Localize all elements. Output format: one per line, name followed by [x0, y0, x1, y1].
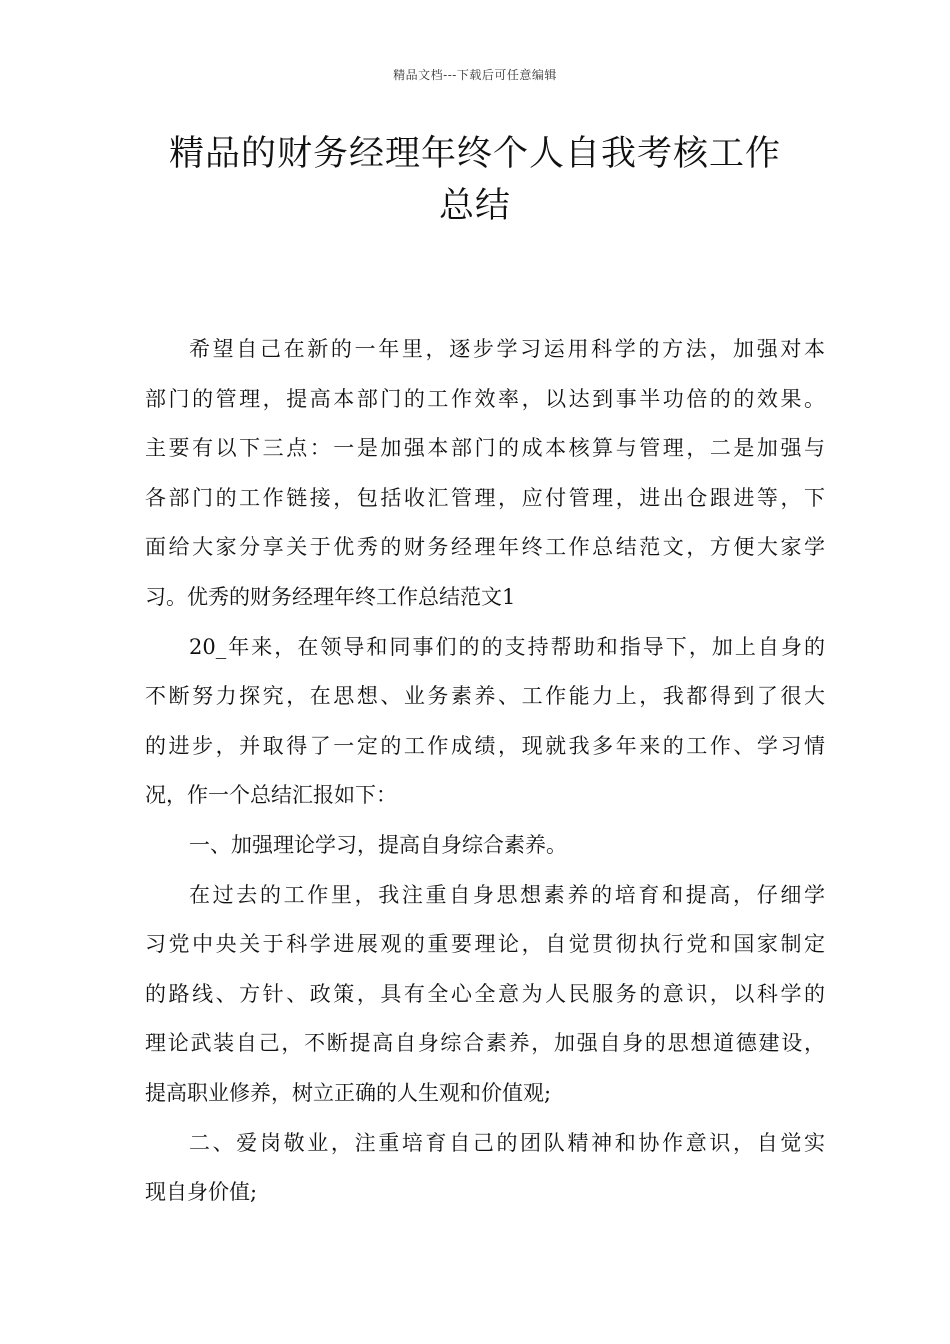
body-line: 现自身价值; [145, 1180, 258, 1205]
title-line-1: 精品的财务经理年终个人自我考核工作 [168, 134, 781, 174]
body-line: 习。优秀的财务经理年终工作总结范文1 [145, 584, 516, 609]
body-line: 各部门的工作链接，包括收汇管理，应付管理，进出仓跟进等，下 [145, 485, 825, 510]
body-line: 的进步，并取得了一定的工作成绩，现就我多年来的工作、学习情 [145, 733, 825, 758]
title-line-2: 总结 [438, 186, 511, 226]
body-line: 部门的管理，提高本部门的工作效率，以达到事半功倍的的效果。 [145, 386, 825, 411]
body-line: 希望自己在新的一年里，逐步学习运用科学的方法，加强对本 [189, 337, 825, 361]
section-heading: 一、加强理论学习，提高自身综合素养。 [189, 832, 567, 857]
body-line: 面给大家分享关于优秀的财务经理年终工作总结范文，方便大家学 [145, 535, 825, 560]
body-line: 二、爱岗敬业，注重培育自己的团队精神和协作意识，自觉实 [189, 1130, 825, 1155]
document-body [145, 325, 825, 1218]
body-line: 况，作一个总结汇报如下： [145, 783, 397, 808]
body-line: 不断努力探究，在思想、业务素养、工作能力上，我都得到了很大 [145, 684, 825, 709]
body-line: 习党中央关于科学进展观的重要理论，自觉贯彻执行党和国家制定 [145, 932, 825, 957]
body-line: 提高职业修养，树立正确的人生观和价值观; [145, 1080, 552, 1105]
body-line: 理论武装自己，不断提高自身综合素养，加强自身的思想道德建设， [145, 1031, 825, 1056]
body-line: 在过去的工作里，我注重自身思想素养的培育和提高，仔细学 [189, 882, 825, 907]
body-line: 的路线、方针、政策，具有全心全意为人民服务的意识，以科学的 [145, 981, 825, 1006]
header-note: 精品文档---下载后可任意编辑 [393, 68, 557, 82]
document-title [120, 128, 830, 232]
body-line: 主要有以下三点：一是加强本部门的成本核算与管理，二是加强与 [145, 436, 825, 461]
body-line: 20_年来，在领导和同事们的的支持帮助和指导下，加上自身的 [189, 634, 825, 659]
